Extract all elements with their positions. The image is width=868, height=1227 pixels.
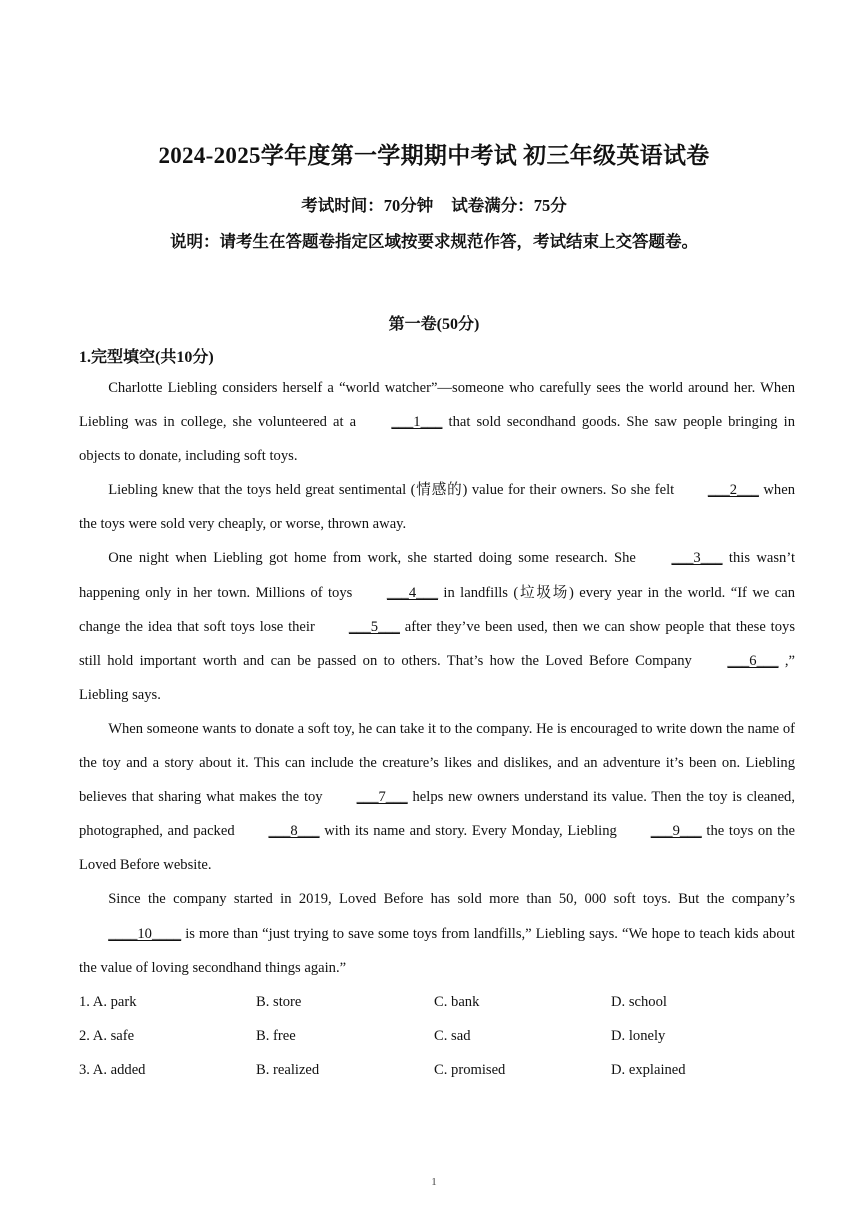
question-2-options [79, 1019, 795, 1053]
cloze-passage [79, 371, 795, 985]
blank-4: ___4___ [386, 584, 438, 601]
option-d: D. lonely [611, 1028, 666, 1045]
exam-title: 2024-2025学年度第一学期期中考试 初三年级英语试卷 [158, 143, 710, 168]
passage-text: after they’ve been used, then we can show people that these toys still hold important worth and can be passed on to others. That’s how the Loved Before Company [79, 618, 795, 669]
option-a: 3. A. added [79, 1062, 146, 1079]
passage-text: is more than “just trying to save some toys from landfills,” Liebling says. “We hope to teach kids about the value of loving secondhand things again.” [79, 925, 795, 976]
passage-text: ,” Liebling says. [79, 652, 795, 703]
option-b: B. free [256, 1028, 296, 1045]
passage-text: One night when Liebling got home from work, she started doing some research. She [108, 550, 643, 567]
answer-options [79, 985, 795, 1087]
passage-paragraph-2 [79, 473, 795, 541]
passage-text: When someone wants to donate a soft toy, he can take it to the company. He is encouraged to write down the name of the toy and a story about it. This can include the creature’s likes and dislikes, and an adventure it’s been on. Liebling believes that sharing what makes the toy [79, 720, 795, 806]
option-c: C. sad [434, 1028, 471, 1045]
full-score: 试卷满分：75分 [451, 196, 567, 215]
exam-instruction: 说明：请考生在答题卷指定区域按要求规范作答，考试结束上交答题卷。 [170, 232, 698, 251]
option-a: 1. A. park [79, 994, 137, 1010]
exam-time: 考试时间：70分钟 [301, 196, 434, 215]
passage-text: Charlotte Liebling considers herself a “world watcher”—someone who carefully sees the world around her. When Liebling was in college, she volunteered at a [79, 380, 795, 431]
option-a: 2. A. safe [79, 1028, 135, 1045]
option-d: D. school [611, 994, 667, 1010]
passage-text: the toys on the Loved Before website. [79, 823, 796, 874]
passage-paragraph-4 [79, 712, 795, 882]
blank-8: ___8___ [268, 823, 320, 840]
blank-10: ____10____ [108, 925, 182, 942]
blank-2: ___2___ [707, 482, 759, 499]
passage-text: Since the company started in 2019, Loved Before has sold more than 50, 000 soft toys. But the company’s [108, 891, 795, 908]
passage-text: that sold secondhand goods. She saw people bringing in objects to donate, including soft toys. [79, 414, 795, 465]
page-number: 1 [431, 1176, 437, 1188]
passage-text: helps new owners understand its value. Then the toy is cleaned, photographed, and packed [79, 789, 796, 840]
part-title: 第一卷(50分) [388, 316, 480, 333]
passage-text: Liebling knew that the toys held great sentimental (情感的) value for their owners. So she felt [108, 482, 679, 499]
option-c: C. promised [434, 1062, 506, 1079]
blank-3: ___3___ [671, 550, 723, 567]
passage-text: with its name and story. Every Monday, Liebling [319, 823, 622, 840]
option-b: B. store [256, 994, 302, 1010]
option-d: D. explained [611, 1062, 686, 1079]
question-1-options [79, 985, 795, 1019]
passage-text: when the toys were sold very cheaply, or worse, thrown away. [79, 482, 796, 533]
blank-1: ___1___ [391, 414, 443, 431]
passage-text: in landfills (垃圾场) every year in the world. “If we can change the idea that soft toys lose their [79, 584, 795, 635]
blank-9: ___9___ [650, 823, 702, 840]
blank-7: ___7___ [356, 789, 408, 806]
passage-paragraph-3 [79, 541, 795, 711]
question-3-options [79, 1053, 795, 1087]
section-title: 1.完型填空(共10分) [79, 349, 214, 366]
passage-paragraph-5 [79, 882, 795, 984]
passage-paragraph-1 [79, 371, 795, 473]
option-c: C. bank [434, 994, 480, 1010]
passage-text: this wasn’t happening only in her town. Millions of toys [79, 550, 796, 601]
exam-info [0, 192, 868, 216]
option-b: B. realized [256, 1062, 320, 1079]
blank-5: ___5___ [348, 618, 400, 635]
blank-6: ___6___ [727, 652, 779, 669]
